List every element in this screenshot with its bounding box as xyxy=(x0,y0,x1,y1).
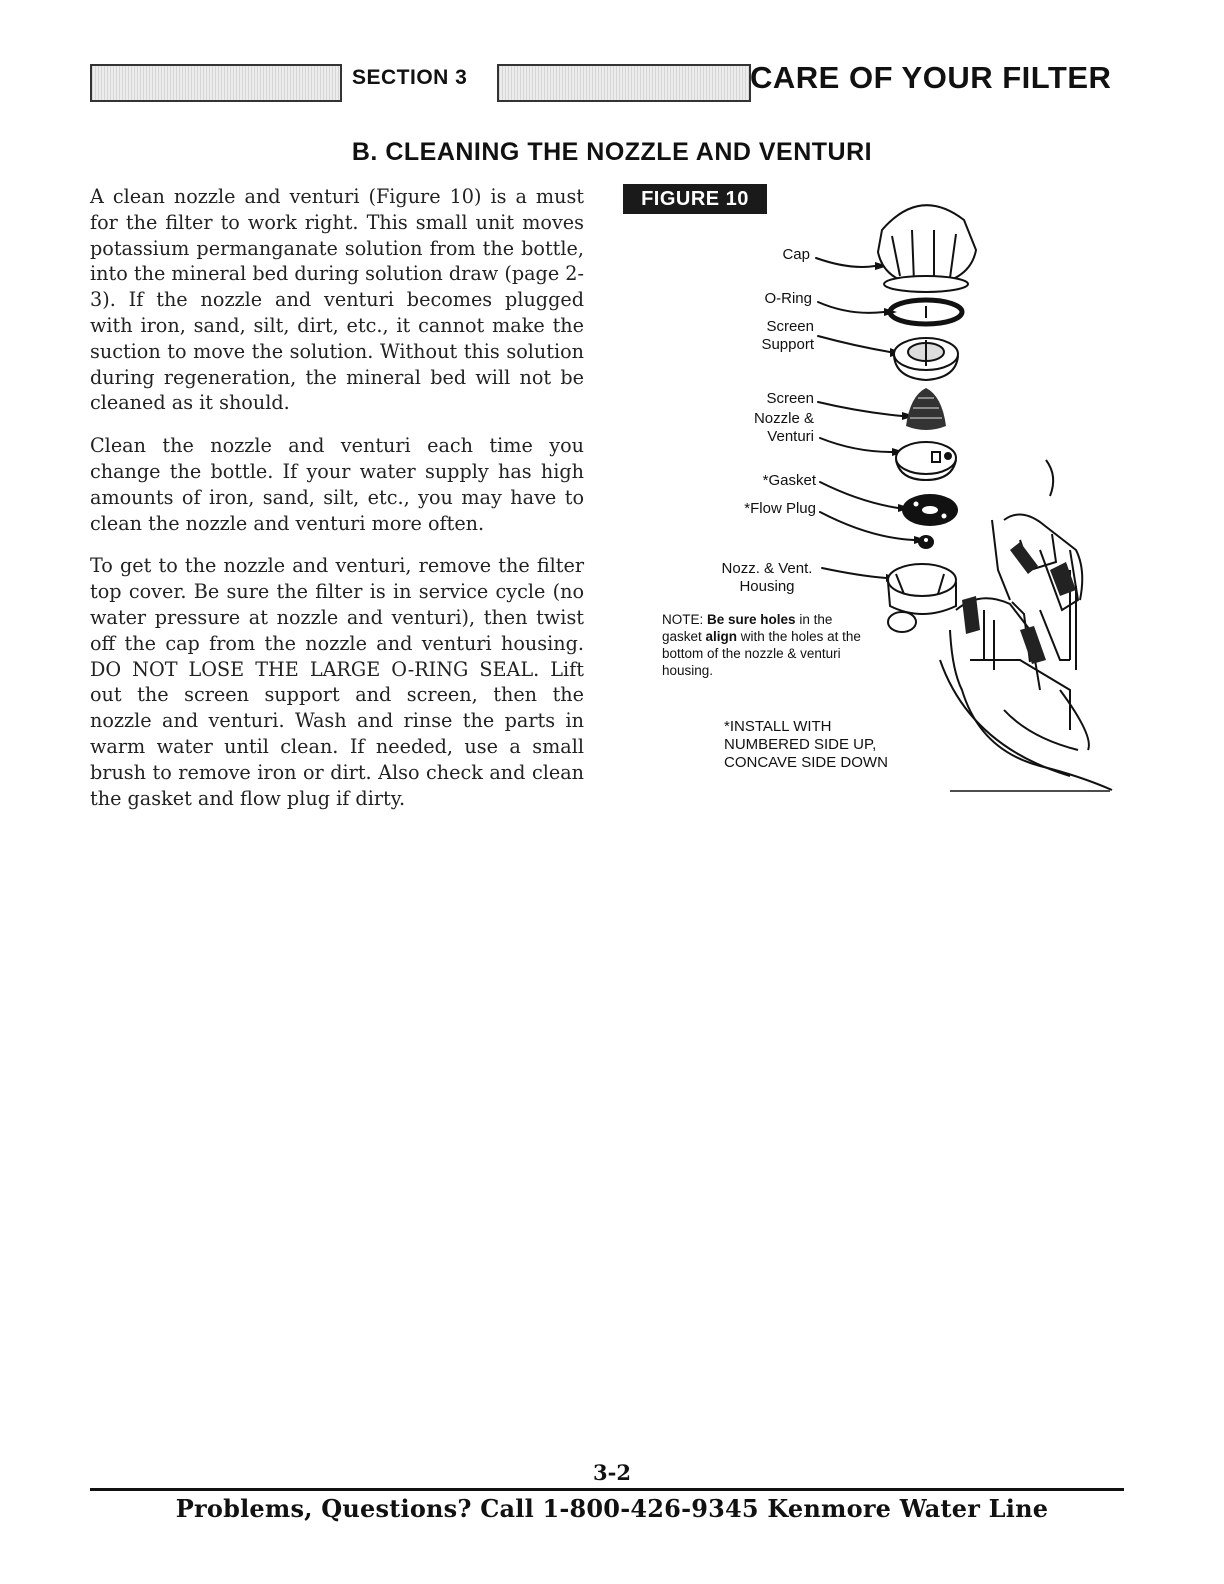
paragraph: To get to the nozzle and venturi, remove the filter top cover. Be sure the filter is in service cycle (no water pressure at nozzle and venturi), then twist off the cap from the nozzle and venturi housing. DO NOT LOSE THE LARGE O-RING SEAL. Lift out the screen support and screen, then the nozzle and venturi. Wash and rinse the parts in warm water until clean. If needed, use a small brush to remove iron or dirt. Also check and clean the gasket and flow plug if dirty. xyxy=(90,554,584,810)
paragraph: A clean nozzle and venturi (Figure 10) is a must for the filter to work right. This small unit moves potassium permanganate solution from the bottle, into the mineral bed during solution draw (page 2-3). If the nozzle and venturi becomes plugged with iron, sand, silt, dirt, etc., it cannot make the suction to move the solution. Without this solution during regeneration, the mineral bed will not be cleaned as it should. xyxy=(90,185,584,415)
figure-badge: FIGURE 10 xyxy=(623,184,767,214)
note-text: with the holes at the bottom of the nozzle & venturi housing. xyxy=(662,629,861,678)
leader-line xyxy=(818,402,902,416)
body-text-column xyxy=(90,184,584,828)
nozzle-venturi-exploded-diagram xyxy=(600,190,1120,810)
label-nozzle-venturi-line2: Venturi xyxy=(767,428,814,445)
housing-part xyxy=(888,564,956,632)
install-line: NUMBERED SIDE UP, xyxy=(724,736,877,753)
label-nozzle-venturi-line1: Nozzle & xyxy=(753,410,814,427)
note-emphasis: Be sure holes xyxy=(707,612,796,627)
o-ring-part xyxy=(890,300,962,324)
paragraph: Clean the nozzle and venturi each time you change the bottle. If your water supply has high amounts of iron, sand, silt, etc., you may have to clean the nozzle and venturi more often. xyxy=(90,434,584,535)
label-gasket: *Gasket xyxy=(762,472,816,489)
screen-support-part xyxy=(894,338,958,380)
screen-part xyxy=(906,388,946,430)
note-text: in the gasket xyxy=(662,612,833,644)
leader-line xyxy=(816,258,875,267)
header-pattern-bar-left xyxy=(90,64,342,102)
note-emphasis: align xyxy=(705,629,738,644)
install-instruction xyxy=(724,718,888,772)
header-pattern-bar-right xyxy=(497,64,751,102)
leader-line xyxy=(818,336,890,352)
install-line: *INSTALL WITH xyxy=(724,718,832,735)
footer-divider xyxy=(90,1488,1124,1491)
nozzle-venturi-part xyxy=(896,442,956,480)
chapter-title: CARE OF YOUR FILTER xyxy=(750,60,1112,95)
leader-line xyxy=(818,302,884,313)
label-screen-support-line1: Screen xyxy=(766,318,814,335)
label-housing-line2: Housing xyxy=(739,578,795,595)
page-heading: B. CLEANING THE NOZZLE AND VENTURI xyxy=(351,138,873,166)
label-cap: Cap xyxy=(782,246,810,263)
flow-plug-part xyxy=(918,535,934,549)
page-number: 3-2 xyxy=(593,1460,631,1485)
label-screen-support-line2: Support xyxy=(761,336,814,353)
label-flow-plug: *Flow Plug xyxy=(744,500,816,517)
leader-line xyxy=(820,512,914,540)
section-label: SECTION 3 xyxy=(352,66,468,89)
gasket-part xyxy=(902,494,958,526)
label-screen: Screen xyxy=(766,390,814,407)
leader-line xyxy=(820,438,892,452)
leader-line xyxy=(820,482,898,508)
figure-note xyxy=(662,611,872,679)
leader-line xyxy=(822,568,886,578)
install-line: CONCAVE SIDE DOWN xyxy=(724,754,888,771)
note-prefix: NOTE: xyxy=(662,612,708,627)
cap-part xyxy=(878,205,976,292)
label-housing-line1: Nozz. & Vent. xyxy=(721,560,813,577)
label-o-ring: O-Ring xyxy=(764,290,812,307)
footer-contact-line: Problems, Questions? Call 1-800-426-9345 Kenmore Water Line xyxy=(175,1494,1049,1523)
